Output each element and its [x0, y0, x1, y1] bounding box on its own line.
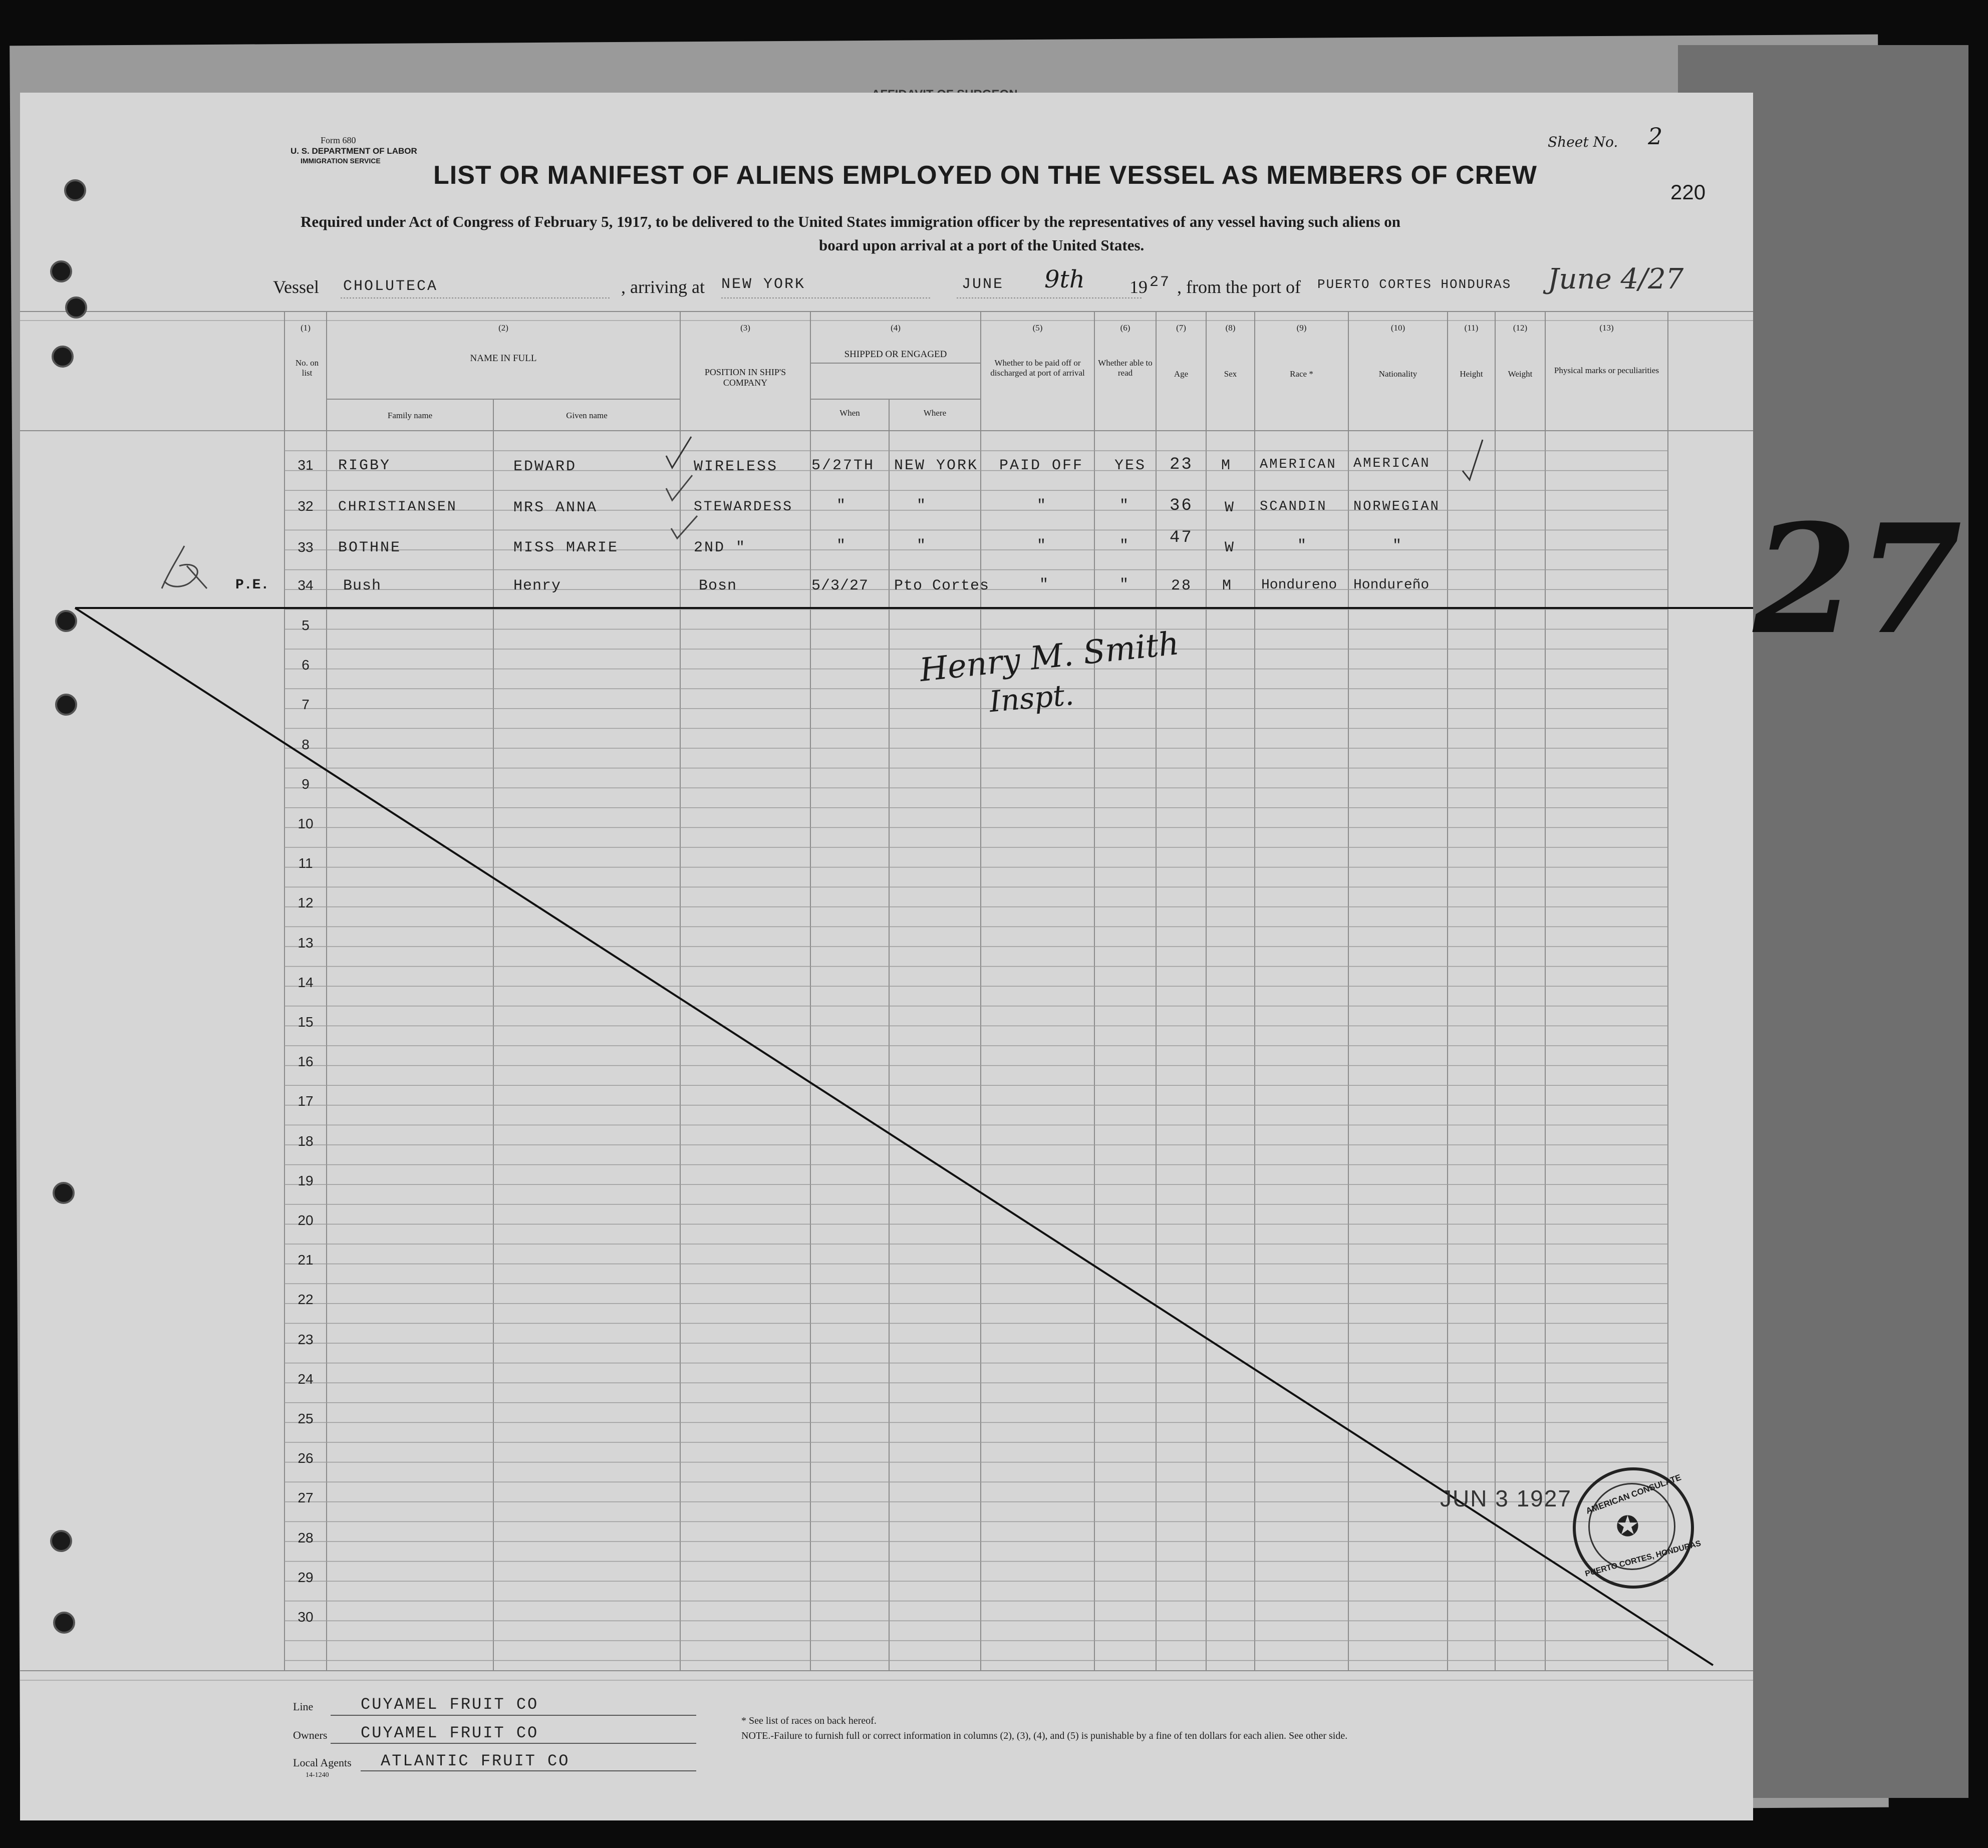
row-1-nationality: AMERICAN — [1353, 456, 1431, 471]
row-4-race: Hondureno — [1261, 577, 1337, 593]
row-1-paid: PAID OFF — [999, 457, 1084, 474]
binder-hole — [55, 610, 77, 632]
row-3-sex: W — [1225, 539, 1236, 556]
seal-top-text: AMERICAN CONSULATE — [1584, 1472, 1682, 1516]
col7-num: (7) — [1176, 323, 1186, 333]
row-4-number: 34 — [298, 577, 314, 593]
arriving-port: NEW YORK — [721, 276, 806, 293]
row-number-label: 9 — [302, 776, 310, 792]
binder-hole — [64, 179, 86, 201]
row-4-position: Bosn — [699, 577, 737, 594]
service-name: IMMIGRATION SERVICE — [301, 157, 381, 165]
col8-num: (8) — [1225, 323, 1236, 333]
row-4-paid: " — [1039, 576, 1050, 593]
binder-hole — [52, 346, 74, 368]
row-number-label: 30 — [298, 1609, 314, 1625]
row-1-given: EDWARD — [513, 458, 577, 475]
row-number-label: 14 — [298, 974, 314, 990]
col13-num: (13) — [1599, 323, 1614, 333]
row-number-label: 21 — [298, 1252, 314, 1268]
row-1-age: 23 — [1170, 455, 1193, 474]
footer-rules — [331, 1710, 731, 1785]
row-number-label: 20 — [298, 1212, 314, 1228]
consulate-seal — [1573, 1467, 1702, 1589]
subtitle-line-2: board upon arrival at a port of the United States. — [819, 236, 1145, 254]
row-3-nationality: " — [1392, 537, 1403, 554]
row-number-label: 27 — [298, 1490, 314, 1506]
row-number-label: 8 — [302, 736, 310, 752]
row-number-label: 17 — [298, 1093, 314, 1109]
inspector-title: Inspt. — [988, 677, 1075, 719]
col2-num: (2) — [498, 323, 508, 333]
arrival-day: 9th — [1044, 265, 1085, 293]
row-number-label: 7 — [302, 697, 310, 713]
margin-note: 27 — [1753, 491, 1962, 668]
row-number-label: 6 — [302, 657, 310, 673]
row-4-sex: M — [1222, 577, 1233, 594]
row-number-label: 16 — [298, 1054, 314, 1070]
department-name: U. S. DEPARTMENT OF LABOR — [291, 146, 417, 156]
col2-label: NAME IN FULL — [470, 353, 537, 364]
col2-family: Family name — [387, 411, 433, 420]
row-2-paid: " — [1037, 497, 1048, 514]
inspector-signature: Henry M. Smith — [918, 625, 1181, 689]
row-3-paid: " — [1037, 537, 1048, 554]
subtitle-line-1: Required under Act of Congress of February 5, 1917, to be delivered to the United States immigration officer by the representatives of any vessel having such aliens on — [301, 213, 1401, 230]
penalty-note: NOTE.-Failure to furnish full or correct information in columns (2), (3), (4), and (5) is punishable by a fine of ten dollars for each alien. See other side. — [741, 1730, 1348, 1741]
row-4-when: 5/3/27 — [811, 577, 869, 594]
binder-hole — [65, 296, 87, 319]
form-number: Form 680 — [321, 135, 356, 145]
row-3-position: 2ND " — [694, 539, 747, 556]
col4-num: (4) — [891, 323, 901, 333]
col7-label: Age — [1174, 369, 1189, 379]
row-2-when: " — [836, 497, 847, 514]
sheet-label: Sheet No. — [1548, 134, 1618, 150]
line-label: Line — [293, 1700, 314, 1713]
col13-label: Physical marks or peculiarities — [1554, 366, 1659, 375]
col3-num: (3) — [740, 323, 750, 333]
year-suffix: 27 — [1150, 274, 1171, 291]
col1-num: (1) — [301, 323, 311, 333]
row-1-race: AMERICAN — [1260, 457, 1337, 472]
row-4-age: 28 — [1171, 577, 1193, 594]
row-number-label: 28 — [298, 1529, 314, 1546]
row-3-read: " — [1119, 537, 1130, 554]
print-code: 14-1240 — [306, 1771, 329, 1779]
col1-label: No. on list — [295, 358, 319, 378]
row-2-age: 36 — [1170, 496, 1193, 515]
row-number-label: 29 — [298, 1569, 314, 1585]
sheet-number: 2 — [1648, 123, 1663, 150]
vessel-label: Vessel — [273, 277, 319, 297]
agents-label: Local Agents — [293, 1756, 352, 1769]
row-3-family: BOTHNE — [338, 539, 402, 556]
row-2-race: SCANDIN — [1260, 499, 1327, 514]
col10-num: (10) — [1390, 323, 1405, 333]
shipping-line: CUYAMEL FRUIT CO — [361, 1695, 539, 1714]
row-1-family: RIGBY — [338, 457, 391, 474]
row-number-label: 23 — [298, 1331, 314, 1347]
from-port: PUERTO CORTES HONDURAS — [1317, 277, 1512, 292]
row-3-number: 33 — [298, 539, 314, 555]
seal-bottom-text: PUERTO CORTES, HONDURAS — [1584, 1539, 1702, 1579]
local-agents: ATLANTIC FRUIT CO — [381, 1752, 570, 1770]
col5-num: (5) — [1032, 323, 1043, 333]
row-number-label: 13 — [298, 935, 314, 951]
row-2-family: CHRISTIANSEN — [338, 499, 457, 515]
row-3-race: " — [1297, 537, 1308, 554]
stamp-date: JUN 3 1927 — [1440, 1485, 1572, 1511]
page-title: LIST OR MANIFEST OF ALIENS EMPLOYED ON THE VESSEL AS MEMBERS OF CREW — [433, 161, 1537, 190]
col11-label: Height — [1460, 369, 1483, 379]
row-number-label: 11 — [298, 855, 313, 871]
eagle-icon: ✪ — [1616, 1511, 1639, 1543]
row-1-position: WIRELESS — [694, 458, 778, 475]
col2-given: Given name — [566, 411, 608, 420]
row-number-label: 12 — [298, 895, 314, 911]
col10-label: Nationality — [1378, 369, 1417, 379]
departure-note: June 4/27 — [1548, 263, 1684, 295]
page-number: 220 — [1670, 180, 1706, 204]
row-1-read: YES — [1114, 457, 1147, 474]
col12-num: (12) — [1513, 323, 1528, 333]
row-3-age: 47 — [1170, 528, 1193, 547]
row-1-where: NEW YORK — [894, 457, 979, 474]
col6-num: (6) — [1120, 323, 1130, 333]
row-2-where: " — [917, 497, 928, 514]
col9-num: (9) — [1296, 323, 1307, 333]
row-4-family: Bush — [343, 577, 382, 594]
binder-hole — [53, 1612, 75, 1634]
row-3-where: " — [917, 537, 928, 554]
from-label: , from the port of — [1177, 277, 1301, 297]
row-2-read: " — [1119, 497, 1130, 514]
owners: CUYAMEL FRUIT CO — [361, 1724, 539, 1742]
row-2-position: STEWARDESS — [694, 499, 793, 515]
row-4-read: " — [1119, 576, 1130, 593]
manifest-sheet — [20, 93, 1753, 1820]
row-number-label: 15 — [298, 1014, 314, 1030]
row-2-number: 32 — [298, 498, 314, 514]
voyage-underlines — [341, 295, 1292, 305]
col4-when: When — [839, 408, 860, 418]
col6-label: Whether able to read — [1098, 358, 1153, 378]
row-4-where: Pto Cortes — [894, 577, 990, 594]
row-2-given: MRS ANNA — [513, 499, 598, 516]
row-number-label: 10 — [298, 816, 314, 831]
arriving-label: , arriving at — [621, 277, 705, 297]
col4-label: SHIPPED OR ENGAGED — [844, 349, 947, 360]
binder-hole — [55, 694, 77, 716]
row-number-label: 5 — [302, 618, 310, 633]
row-number-label: 19 — [298, 1172, 314, 1188]
binder-hole — [53, 1182, 75, 1204]
col11-num: (11) — [1464, 323, 1479, 333]
initials-scribble — [149, 541, 219, 596]
row-1-when: 5/27TH — [811, 457, 875, 474]
col3-label: POSITION IN SHIP'S COMPANY — [704, 367, 786, 388]
pe-mark: P.E. — [235, 577, 269, 593]
row-number-label: 18 — [298, 1133, 314, 1149]
row-4-nationality: Hondureño — [1353, 577, 1430, 593]
binder-hole — [50, 1530, 72, 1552]
row-3-when: " — [836, 537, 847, 554]
row-2-nationality: NORWEGIAN — [1353, 499, 1440, 514]
owners-label: Owners — [293, 1729, 328, 1741]
row-1-sex: M — [1221, 457, 1232, 474]
row-4-given: Henry — [513, 577, 561, 594]
vessel-name: CHOLUTECA — [343, 278, 438, 295]
row-1-number: 31 — [298, 457, 314, 473]
arrival-month: JUNE — [962, 276, 1004, 293]
row-number-label: 25 — [298, 1411, 314, 1426]
row-number-label: 24 — [298, 1371, 314, 1387]
row-number-label: 26 — [298, 1450, 314, 1466]
col12-label: Weight — [1508, 369, 1533, 379]
binder-hole — [50, 260, 72, 282]
row-number-label: 22 — [298, 1292, 314, 1308]
col5-label: Whether to be paid off or discharged at port of arrival — [990, 358, 1085, 378]
year-prefix: 19 — [1129, 277, 1148, 297]
row-2-sex: W — [1225, 499, 1236, 516]
col8-label: Sex — [1224, 369, 1237, 379]
races-note: * See list of races on back hereof. — [741, 1715, 877, 1726]
col9-label: Race * — [1290, 369, 1313, 379]
row-3-given: MISS MARIE — [513, 539, 619, 556]
col4-where: Where — [923, 408, 947, 418]
